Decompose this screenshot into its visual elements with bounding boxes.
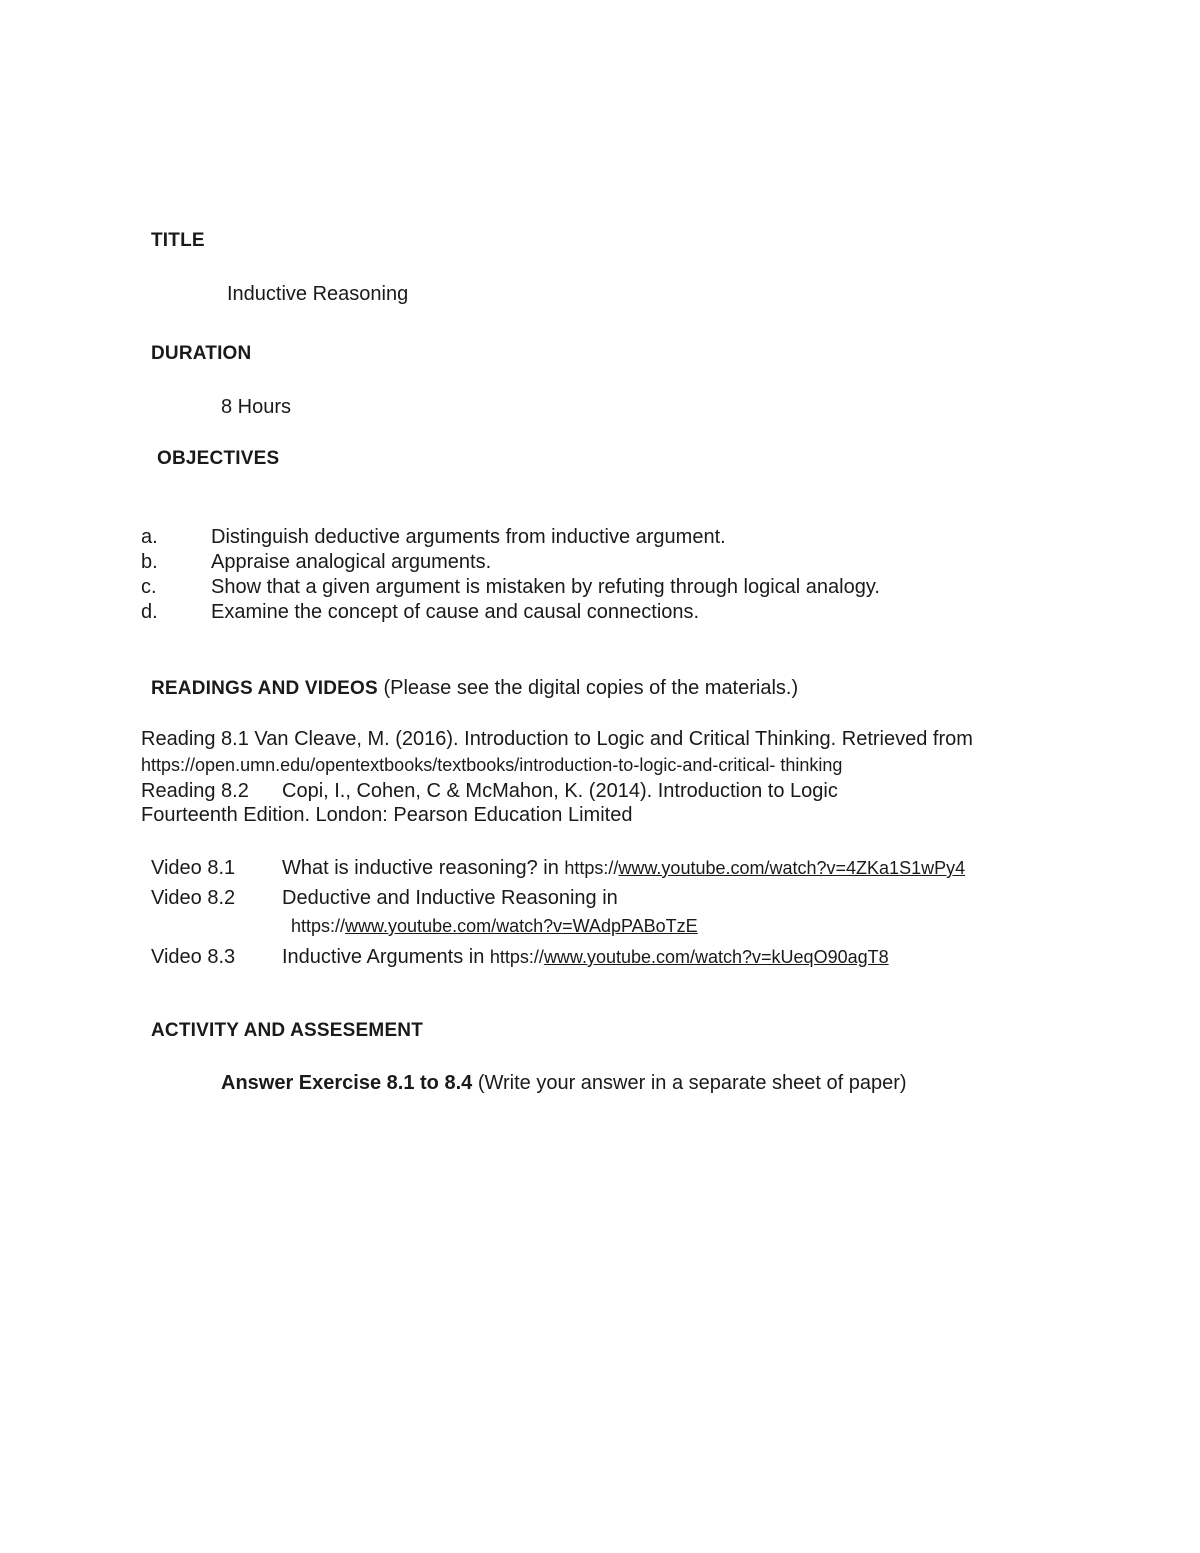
duration-value: 8 Hours	[221, 396, 292, 418]
objective-marker: a.	[141, 526, 158, 548]
duration-heading: DURATION	[151, 343, 252, 364]
video-label: Video 8.2	[151, 887, 236, 909]
video-link[interactable]	[291, 916, 698, 937]
reading-8-2-label: Reading 8.2	[141, 780, 249, 802]
video-entry	[282, 946, 889, 969]
video-link-rest: www.youtube.com/watch?v=kUeqO90agT8	[543, 947, 889, 967]
objective-text: Examine the concept of cause and causal connections.	[211, 601, 700, 623]
video-title: Deductive and Inductive Reasoning in	[282, 887, 618, 909]
objective-text: Appraise analogical arguments.	[211, 551, 492, 573]
video-link[interactable]	[564, 858, 965, 878]
readings-heading: READINGS AND VIDEOS	[151, 678, 378, 699]
reading-8-2-line1: Copi, I., Cohen, C & McMahon, K. (2014). Introduction to Logic	[282, 780, 838, 802]
activity-heading: ACTIVITY AND ASSESEMENT	[151, 1020, 424, 1041]
video-link-rest: www.youtube.com/watch?v=WAdpPABoTzE	[345, 916, 698, 936]
readings-note: (Please see the digital copies of the materials.)	[383, 677, 799, 699]
activity-instruction-note: (Write your answer in a separate sheet of paper)	[477, 1072, 907, 1094]
title-value: Inductive Reasoning	[227, 283, 409, 305]
video-label: Video 8.1	[151, 857, 236, 879]
reading-8-1-link[interactable]: https://open.umn.edu/opentextbooks/textbooks/introduction-to-logic-and-critical- thinking	[141, 755, 843, 775]
objective-text: Distinguish deductive arguments from inductive argument.	[211, 526, 726, 548]
activity-instruction	[221, 1072, 907, 1095]
title-heading: TITLE	[151, 230, 205, 251]
video-link-prefix: https://	[489, 947, 544, 967]
video-link-prefix: https://	[291, 916, 346, 936]
video-title: Inductive Arguments in	[282, 946, 485, 968]
video-link[interactable]	[490, 947, 889, 967]
reading-8-1-text: Reading 8.1 Van Cleave, M. (2016). Introduction to Logic and Critical Thinking. Retrieved from	[141, 728, 973, 750]
video-label: Video 8.3	[151, 946, 236, 968]
objective-marker: b.	[141, 551, 158, 573]
objectives-heading: OBJECTIVES	[157, 448, 280, 469]
reading-8-2-line2: Fourteenth Edition. London: Pearson Education Limited	[141, 804, 633, 826]
activity-instruction-bold: Answer Exercise 8.1 to 8.4	[221, 1072, 473, 1094]
video-entry	[282, 857, 965, 880]
objective-marker: d.	[141, 601, 158, 623]
objective-marker: c.	[141, 576, 157, 598]
objective-text: Show that a given argument is mistaken by refuting through logical analogy.	[211, 576, 880, 598]
readings-header	[151, 677, 798, 700]
video-title: What is inductive reasoning? in	[282, 857, 559, 879]
video-link-prefix: https://	[564, 858, 619, 878]
video-link-rest: www.youtube.com/watch?v=4ZKa1S1wPy4	[618, 858, 966, 878]
